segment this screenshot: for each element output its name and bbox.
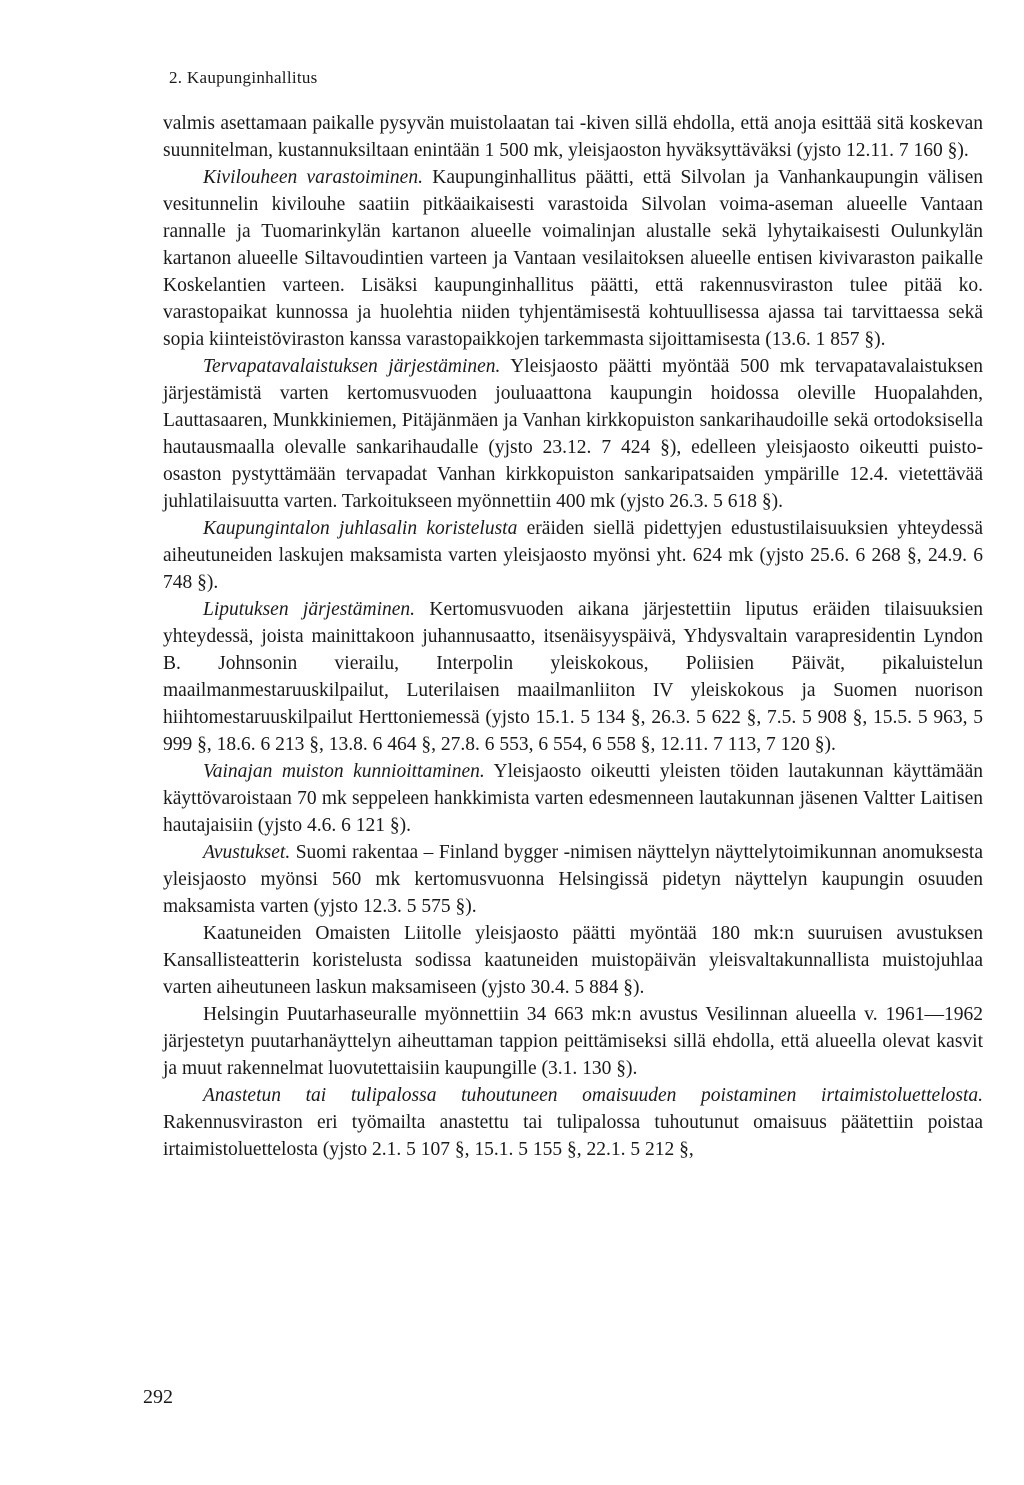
- paragraph-text: Kertomusvuoden aikana järjestettiin liputus eräiden tilaisuuksien yhteydessä, joista mainittakoon juhannusaatto, itsenäisyyspäivä, Yhdysvaltain varapresidentin Lyndon B. Johnsonin vierailu, Interpolin yleiskokous, Poliisien Päivät, pikaluistelun maailmanmestaruuskilpailut, Luterilaisen maailmanliiton IV yleiskokous ja Suomen nuorison hiihtomestaruuskilpailut Herttoniemessä (yjsto 15.1. 5 134 §, 26.3. 5 622 §, 7.5. 5 908 §, 15.5. 5 963, 5 999 §, 18.6. 6 213 §, 13.8. 6 464 §, 27.8. 6 553, 6 554, 6 558 §, 12.11. 7 113, 7 120 §).: [163, 599, 983, 755]
- paragraph-heading: Liputuksen järjestäminen.: [203, 599, 416, 620]
- paragraph-heading: Kaupungintalon juhlasalin koristelusta: [203, 518, 518, 539]
- paragraph-text: eräiden siellä pidettyjen edustustilaisuuksien yhteydessä aiheutuneiden laskujen maksamista varten yleisjaosto myönsi yht. 624 mk (yjsto 25.6. 6 268 §, 24.9. 6 748 §).: [163, 518, 983, 593]
- paragraph-text: Suomi rakentaa – Finland bygger -nimisen näyttelyn näyttelytoimikunnan anomuksesta yleisjaosto myönsi 560 mk kertomusvuonna Helsingissä pidetyn näyttelyn kaupungin osuuden maksamista varten (yjsto 12.3. 5 575 §).: [163, 842, 984, 917]
- paragraph-5: [163, 596, 983, 758]
- paragraph-8: [163, 920, 983, 1001]
- paragraph-text: Yleisjaosto päätti myöntää 500 mk tervapatavalaistuksen järjestämistä varten kertomusvuoden jouluaattona kaupungin hoidossa oleville Huopalahden, Lauttasaaren, Munkkiniemen, Pitäjänmäen ja Vanhan kirkkopuiston sankarihaudoille sekä ortodoksisella hautausmaalla olevalle sankarihaudalle (yjsto 23.12. 7 424 §), edelleen yleisjaosto oikeutti puisto-osaston pystyttämään tervapadat Vanhan kirkkopuiston sankaripatsaiden ympärille 12.4. vietettävää juhlatilaisuutta varten. Tarkoitukseen myönnettiin 400 mk (yjsto 26.3. 5 618 §).: [163, 356, 983, 512]
- paragraph-10: [163, 1082, 983, 1163]
- paragraph-6: [163, 758, 983, 839]
- paragraph-heading: Kivilouheen varastoiminen.: [203, 167, 423, 188]
- paragraph-text: Yleisjaosto oikeutti yleisten töiden lautakunnan käyttämään käyttövaroistaan 70 mk seppeleen hankkimista varten edesmenneen lautakunnan jäsenen Valtter Laitisen hautajaisiin (yjsto 4.6. 6 121 §).: [163, 761, 983, 836]
- body-text: [163, 110, 983, 1163]
- page-number: 292: [143, 1386, 173, 1408]
- paragraph-text: Helsingin Puutarhaseuralle myönnettiin 34 663 mk:n avustus Vesilinnan alueella v. 1961—1962 järjestetyn puutarhanäyttelyn aiheuttaman tappion peittämiseksi sillä ehdolla, että alueella olevat kasvit ja muut rakennelmat luovutettaisiin kaupungille (3.1. 130 §).: [163, 1004, 983, 1079]
- paragraph-text: valmis asettamaan paikalle pysyvän muistolaatan tai -kiven sillä ehdolla, että anoja esittää sitä koskevan suunnitelman, kustannuksiltaan enintään 1 500 mk, yleisjaoston hyväksyttäväksi (yjsto 12.11. 7 160 §).: [163, 113, 983, 161]
- paragraph-4: [163, 515, 983, 596]
- paragraph-7: [163, 839, 983, 920]
- paragraph-text: Rakennusviraston eri työmailta anastettu tai tulipalossa tuhoutunut omaisuus päätettiin poistaa irtaimistoluettelosta (yjsto 2.1. 5 107 §, 15.1. 5 155 §, 22.1. 5 212 §,: [163, 1112, 983, 1160]
- paragraph-1: [163, 110, 983, 164]
- paragraph-heading: Tervapatavalaistuksen järjestäminen.: [203, 356, 501, 377]
- paragraph-text: Kaatuneiden Omaisten Liitolle yleisjaosto päätti myöntää 180 mk:n suuruisen avustuksen Kansallisteatterin koristelusta sodissa kaatuneiden muistopäivän yleisvaltakunnallista muistojuhlaa varten aiheutuneen laskun maksamiseen (yjsto 30.4. 5 884 §).: [163, 923, 983, 998]
- paragraph-text: Kaupunginhallitus päätti, että Silvolan ja Vanhankaupungin välisen vesitunnelin kivilouhe saatiin pitkäaikaisesti varastoida Silvolan voima-aseman alueelle Vantaan rannalle ja Tuomarinkylän kartanon alueelle voimalinjan alustalle sekä lyhytaikaisesti Oulunkylän kartanon alueelle Siltavoudintien varteen ja Vantaan vesilaitoksen alueelle entisen kivivaraston paikalle Koskelantien varteen. Lisäksi kaupunginhallitus päätti, että rakennusviraston tulee pitää ko. varastopaikat kunnossa ja huolehtia niiden tyhjentämisestä kohtuullisessa ajassa tai tarvittaessa sekä sopia kiinteistöviraston kanssa varastopaikkojen tarkemmasta sijoittamisesta (13.6. 1 857 §).: [163, 167, 984, 350]
- paragraph-9: [163, 1001, 983, 1082]
- paragraph-heading: Vainajan muiston kunnioittaminen.: [203, 761, 485, 782]
- running-header: 2. Kaupunginhallitus: [169, 68, 318, 87]
- paragraph-2: [163, 164, 983, 353]
- paragraph-heading: Anastetun tai tulipalossa tuhoutuneen omaisuuden poistaminen irtaimistoluettelosta.: [203, 1085, 983, 1106]
- paragraph-heading: Avustukset.: [203, 842, 291, 863]
- paragraph-3: [163, 353, 983, 515]
